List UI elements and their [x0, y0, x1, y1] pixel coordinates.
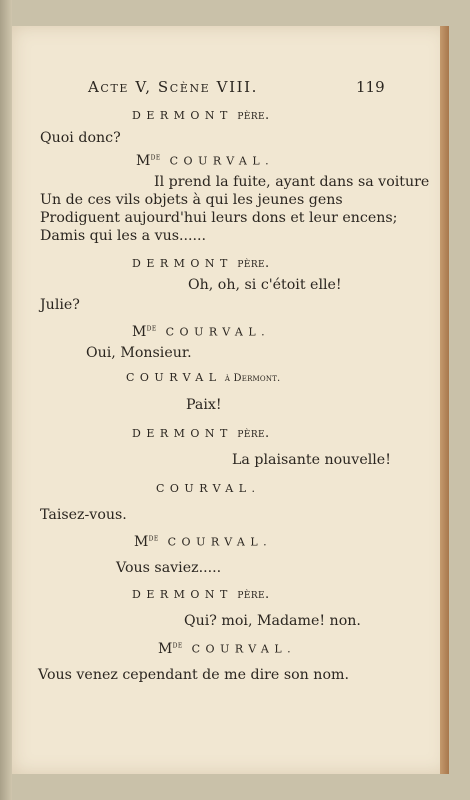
page-edge [440, 26, 449, 774]
speaker-courval-a-dermont [126, 372, 280, 384]
speaker-name: COURVAL. [156, 325, 271, 339]
verse-line: Il prend la fuite, ayant dans sa voiture [154, 174, 430, 190]
speaker-title: Mde [134, 533, 159, 550]
speaker-mde-courval [136, 153, 274, 168]
book-spine [0, 0, 12, 800]
speaker-mde-courval [158, 641, 296, 656]
speaker-courval [156, 483, 261, 494]
speaker-mde-courval [132, 324, 270, 339]
verse-line: La plaisante nouvelle! [232, 452, 391, 468]
speaker-name: COURVAL. [160, 154, 275, 168]
speaker-name: DERMONT [132, 257, 233, 270]
speaker-name: DERMONT [132, 427, 233, 440]
speaker-qualifier: à Dermont. [221, 373, 281, 384]
speaker-dermont-pere [132, 427, 270, 440]
verse-line: Paix! [186, 397, 222, 413]
speaker-name: DERMONT [132, 109, 233, 122]
verse-line: Quoi donc? [40, 130, 121, 146]
speaker-title: Mde [136, 152, 161, 169]
speaker-name: COURVAL. [182, 642, 297, 656]
speaker-name: COURVAL. [158, 535, 273, 549]
speaker-dermont-pere [132, 588, 270, 601]
speaker-name: COURVAL [126, 371, 222, 384]
running-title: Acte V, Scène VIII. [88, 78, 259, 96]
verse-line: Oui, Monsieur. [86, 345, 192, 361]
verse-line: Damis qui les a vus...... [40, 228, 207, 244]
speaker-name: COURVAL. [156, 482, 261, 495]
speaker-qualifier: père. [232, 587, 270, 602]
verse-line: Prodiguent aujourd'hui leurs dons et leur encens; [40, 210, 398, 226]
speaker-name: DERMONT [132, 588, 233, 601]
speaker-qualifier: père. [232, 256, 270, 271]
speaker-title: Mde [132, 323, 157, 340]
verse-line: Julie? [40, 297, 80, 313]
verse-line: Qui? moi, Madame! non. [184, 613, 361, 629]
verse-line: Oh, oh, si c'étoit elle! [188, 277, 342, 293]
page-number: 119 [356, 78, 385, 96]
speaker-mde-courval [134, 534, 272, 549]
verse-line: Vous venez cependant de me dire son nom. [38, 667, 349, 683]
speaker-title: Mde [158, 640, 183, 657]
speaker-dermont-pere [132, 257, 270, 270]
speaker-qualifier: père. [232, 108, 270, 123]
speaker-qualifier: père. [232, 426, 270, 441]
verse-line: Vous saviez..... [116, 560, 222, 576]
verse-line: Taisez-vous. [40, 507, 127, 523]
speaker-dermont-pere [132, 109, 270, 122]
verse-line: Un de ces vils objets à qui les jeunes gens [40, 192, 343, 208]
